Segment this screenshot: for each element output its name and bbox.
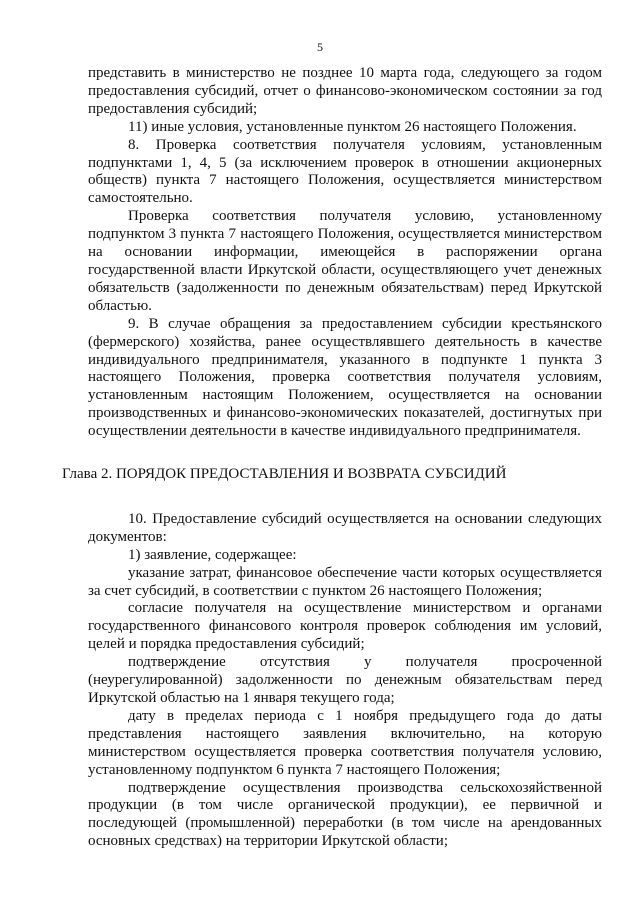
paragraph-item-8-verification: Проверка соответствия получателя условию, установленному подпунктом 3 пункта 7 настоящего Положения, осуществляется министерством на основании информации, имеющейся в распоряжении органа государственной власти Иркутской области, осуществляющего учет денежных обязательств (задолженности по денежным обязательствам) перед Иркутской областью. (88, 208, 602, 314)
paragraph-no-debt: подтверждение отсутствия у получателя просроченной (неурегулированной) задолженности по денежным обязательствам перед Иркутской областью на 1 января текущего года; (88, 654, 602, 706)
paragraph-costs: указание затрат, финансовое обеспечение части которых осуществляется за счет субсидий, в соответствии с пунктом 26 настоящего Положения; (88, 564, 602, 599)
chapter-heading: Глава 2. ПОРЯДОК ПРЕДОСТАВЛЕНИЯ И ВОЗВРАТА СУБСИДИЙ (62, 466, 507, 483)
paragraph-report-deadline: представить в министерство не позднее 10 марта года, следующего за годом предоставления субсидий, отчет о финансово-экономическом состоянии за год предоставления субсидий; (88, 65, 602, 117)
paragraph-consent: согласие получателя на осуществление министерством и органами государственного финансового контроля проверок соблюдения им условий, целей и порядка предоставления субсидий; (88, 600, 602, 653)
body-text (62, 65, 602, 851)
paragraph-item-8: 8. Проверка соответствия получателя условиям, установленным подпунктами 1, 4, 5 (за исключением проверок в отношении акционерных обществ) пункта 7 настоящего Положения, осуществляется министерством самостоятельно. (88, 136, 602, 207)
page-number: 5 (317, 40, 323, 54)
paragraph-item-10: 10. Предоставление субсидий осуществляется на основании следующих документов: (88, 510, 602, 545)
paragraph-item-9: 9. В случае обращения за предоставлением субсидии крестьянского (фермерского) хозяйства, ранее осуществлявшего деятельность в качестве индивидуального предпринимателя, указанного в подпункте 1 пункта 3 настоящего Положения, проверка соответствия получателя условиям, установленным настоящим Положением, осуществляется на основании производственных и финансово-экономических показателей, достигнутых при осуществлении деятельности в качестве индивидуального предпринимателя. (88, 315, 602, 440)
paragraph-production: подтверждение осуществления производства сельскохозяйственной продукции (в том числе органической продукции), ее первичной и последующей (промышленной) переработки (в том числе на арендованных основных средствах) на территории Иркутской области; (88, 779, 602, 850)
paragraph-date: дату в пределах периода с 1 ноября предыдущего года до даты представления настоящего заявления включительно, на которую министерством осуществляется проверка соответствия получателя условию, установленному подпунктом 6 пункта 7 настоящего Положения; (88, 707, 602, 778)
paragraph-application: 1) заявление, содержащее: (128, 546, 297, 563)
paragraph-other-conditions: 11) иные условия, установленные пунктом 26 настоящего Положения. (128, 118, 577, 135)
